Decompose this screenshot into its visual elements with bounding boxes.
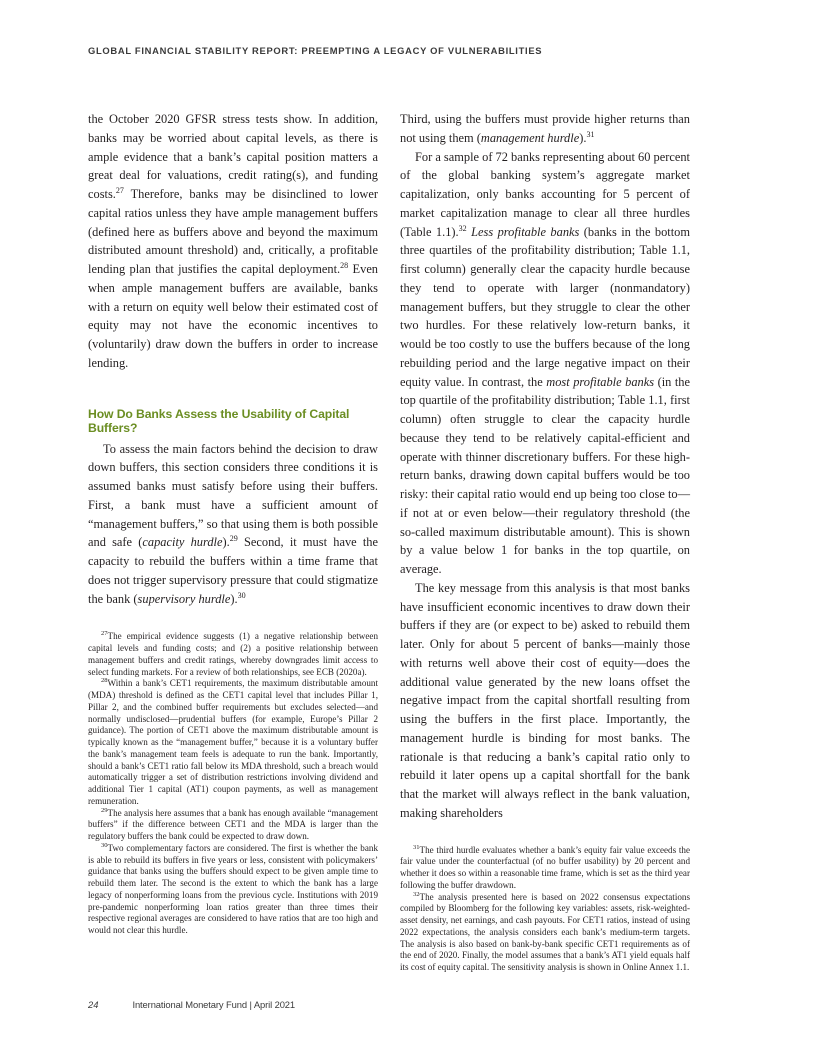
body-paragraph: The key message from this analysis is that most banks have insufficient economic incentives to draw down their buffers if they are (or expect to be) asked to rebuild them later. Only for about 5 percent of banks—mainly those with returns well above their cost of equity—does the additional value generated by the new loans offset the negative impact from the capital shortfall resulting from using the buffers in the first place. Importantly, the management hurdle is binding for most banks. The rationale is that reducing a bank’s capital ratio only to rebuild it later opens up a capital shortfall for the bank that the market will always reflect in the bank valuation, making shareholders	[400, 580, 690, 820]
footnote-ref: 27	[115, 185, 124, 195]
page-footer	[88, 999, 295, 1010]
footnotes-left	[88, 631, 378, 937]
term-less-profitable-banks: Less profitable banks	[471, 224, 580, 239]
publication-line: International Monetary Fund | April 2021	[132, 999, 296, 1010]
right-column	[400, 110, 690, 974]
footnote-ref: 30	[237, 590, 246, 600]
page-number: 24	[88, 999, 99, 1010]
footnote: $^{31}$The third hurdle evaluates whether a bank’s equity fair value exceeds the fair value under the counterfactual (of no buffer usability) by 20 percent and whether it does so within a reasonable time frame, which is set as the third year following the buffer drawdown.	[400, 843, 690, 890]
running-header: GLOBAL FINANCIAL STABILITY REPORT: PREEMPTING A LEGACY OF VULNERABILITIES	[88, 45, 543, 56]
footnote-ref: 32	[458, 223, 467, 233]
body-paragraph: To assess the main factors behind the decision to draw down buffers, this section considers three conditions it is assumed banks must satisfy before using their buffers. First, a bank must have a sufficient amount of “management buffers,” so that using them is both possible and safe (capacity hurdle).$^{29}$ Second, it must have the capacity to rebuild the buffers within a time frame that does not trigger supervisory pressure that could stigmatize the bank (supervisory hurdle).$^{30}$	[88, 441, 378, 606]
footnote: $^{29}$The analysis here assumes that a bank has enough available “management buffers” if the difference between CET1 and the MDA is larger than the regulatory buffers the bank could be expected to draw down.	[88, 806, 378, 841]
body-paragraph: Third, using the buffers must provide higher returns than not using them (management hurdle).$^{31}$	[400, 112, 690, 145]
term-management-hurdle: management hurdle	[480, 130, 580, 145]
term-most-profitable-banks: most profitable banks	[546, 374, 655, 389]
footnote-ref: 28	[340, 260, 349, 270]
body-paragraph: For a sample of 72 banks representing about 60 percent of the global banking system’s aggregate market capitalization, only banks accounting for 5 percent of market capitalization manage to clear all three hurdles (Table 1.1).$^{32}$ Less profitable banks (banks in the bottom three quartiles of the profitability distribution; Table 1.1, first column) generally clear the capacity hurdle because they tend to operate with larger (nonmandatory) management buffers, but they struggle to clear the other two hurdles. For these relatively low-return banks, it would be too costly to use the buffers because of the long rebuilding period and the large negative impact on their equity value. In contrast, the most profitable banks (in the top quartile of the profitability distribution; Table 1.1, first column) often struggle to clear the capacity hurdle because they tend to be relatively capital-efficient and operate with thinner discretionary buffers. For these high-return banks, drawing down capital buffers would be too risky: their capital ratio would end up being too close to—if not at or even below—their regulatory threshold (the so-called maximum distributable amount). This is shown by a value below 1 for banks in the top quartile, on average.	[400, 149, 690, 576]
footnote-ref: 31	[586, 129, 595, 139]
footnote-ref: 29	[229, 534, 238, 544]
footnote: $^{32}$The analysis presented here is based on 2022 consensus expectations compiled by Bloomberg for the following key variables: assets, risk-weighted-asset density, net earnings, and cash payouts. For CET1 ratios, instead of using 2022 expectations, the analysis considers each bank’s medium-term targets. The analysis is also based on bank-by-bank specific CET1 requirements as of the end of 2020. Finally, the model assumes that a bank’s AT1 yield equals half its cost of equity capital. The sensitivity analysis is shown in Online Annex 1.1.	[400, 890, 690, 972]
footnote: $^{30}$Two complementary factors are considered. The first is whether the bank is able to rebuild its buffers in five years or less, consistent with policymakers’ guidance that banks using the buffers should expect to be given ample time to rebuild them later. The second is the extent to which the bank has a large legacy of nonperforming loans from the previous cycle. Institutions with 2019 pre-pandemic nonperforming loan ratios greater than three times their respective regional averages are considered to have ratios that are too high and would not clear this hurdle.	[88, 841, 378, 935]
term-capacity-hurdle: capacity hurdle	[142, 535, 223, 550]
footnotes-right	[400, 845, 690, 974]
section-heading: How Do Banks Assess the Usability of Capital Buffers?	[88, 406, 350, 435]
term-supervisory-hurdle: supervisory hurdle	[137, 591, 231, 606]
left-column	[88, 110, 378, 937]
footnote: $^{28}$Within a bank’s CET1 requirements, the maximum distributable amount (MDA) threshold is defined as the CET1 capital level that includes Pillar 1, Pillar 2, and the combined buffer requirements but excludes selected—and normally undisclosed—prudential buffers (for example, Europe’s Pillar 2 guidance). The portion of CET1 above the maximum distributable amount is typically known as the “management buffer,” because it is a voluntary buffer the bank’s management team feels is adequate to run the bank. Importantly, should a bank’s CET1 ratio fall below its MDA threshold, such a breach would automatically trigger a set of distribution restrictions involving dividend and additional Tier 1 capital (AT1) coupon payments, as well as management remuneration.	[88, 677, 378, 806]
body-paragraph: the October 2020 GFSR stress tests show. In addition, banks may be worried about capital levels, as there is ample evidence that a bank’s capital position matters a great deal for valuations, credit rating(s), and funding costs.$^{27}$ Therefore, banks may be disinclined to lower capital ratios unless they have ample management buffers (defined here as buffers above and beyond the maximum distributed amount threshold) and, critically, a profitable lending plan that justifies the capital deployment.$^{28}$ Even when ample management buffers are available, banks with a return on equity well below their estimated cost of equity may not have the economic incentives to (voluntarily) draw down the buffers in order to increase lending.	[88, 112, 379, 370]
footnote: $^{27}$The empirical evidence suggests (1) a negative relationship between capital levels and funding costs; and (2) a positive relationship between management buffers and credit ratings, whereby downgrades limit access to select funding markets. For a review of both relationships, see ECB (2020a).	[88, 630, 378, 677]
